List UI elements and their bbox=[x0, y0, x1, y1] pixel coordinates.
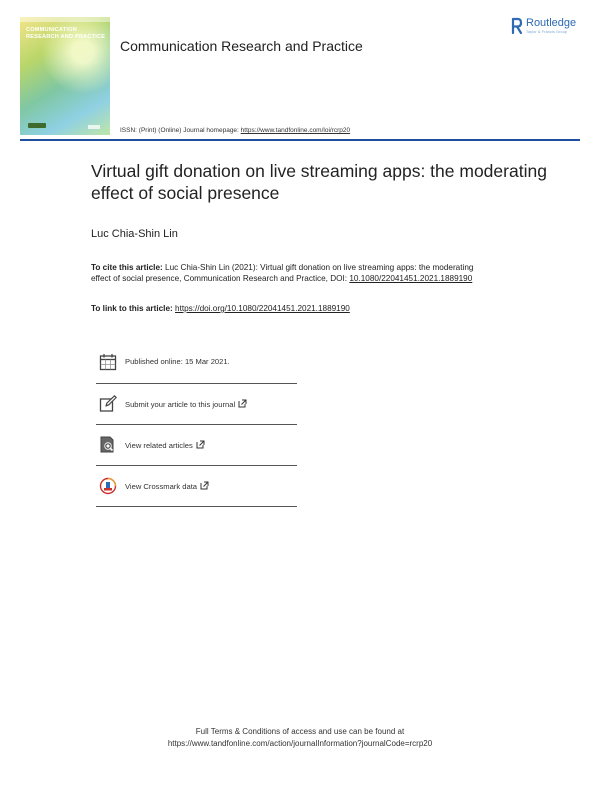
published-date-label: Published online: 15 Mar 2021. bbox=[125, 357, 230, 366]
article-title: Virtual gift donation on live streaming apps: the moderating effect of social presence bbox=[91, 161, 547, 203]
related-articles-icon bbox=[99, 436, 117, 454]
edit-icon bbox=[99, 395, 117, 413]
article-author: Luc Chia-Shin Lin bbox=[91, 228, 178, 240]
calendar-icon bbox=[99, 353, 117, 371]
action-divider bbox=[96, 506, 297, 507]
related-articles-label: View related articles bbox=[125, 440, 205, 450]
link-block bbox=[91, 304, 511, 313]
external-link-icon bbox=[196, 440, 205, 449]
cover-title: COMMUNICATION RESEARCH AND PRACTICE bbox=[26, 27, 106, 40]
issn-text: ISSN: (Print) (Online) Journal homepage: bbox=[120, 127, 241, 134]
footer-terms bbox=[0, 726, 600, 750]
external-link-icon bbox=[238, 399, 247, 408]
publisher-name: Routledge bbox=[526, 17, 577, 29]
citation-block bbox=[91, 263, 491, 284]
cover-publisher-logo bbox=[28, 123, 46, 128]
submit-article-label: Submit your article to this journal bbox=[125, 399, 247, 409]
publisher-tagline: Taylor & Francis Group bbox=[526, 30, 568, 34]
crossmark-label: View Crossmark data bbox=[125, 481, 209, 491]
footer-line-1: Full Terms & Conditions of access and use can be found at bbox=[195, 727, 405, 736]
journal-homepage-link[interactable]: https://www.tandfonline.com/loi/rcrp20 bbox=[240, 127, 351, 134]
link-label: To link to this article: bbox=[91, 304, 173, 313]
journal-title: Communication Research and Practice bbox=[120, 38, 363, 54]
published-date-row bbox=[96, 342, 297, 383]
cite-label: To cite this article: bbox=[91, 263, 163, 272]
article-link[interactable]: https://doi.org/10.1080/22041451.2021.1889190 bbox=[175, 304, 350, 313]
crossmark-link[interactable] bbox=[96, 466, 297, 507]
footer-line-2[interactable]: https://www.tandfonline.com/action/journalInformation?journalCode=rcrp20 bbox=[167, 739, 433, 748]
crossmark-icon bbox=[99, 477, 117, 495]
related-articles-link[interactable] bbox=[96, 425, 297, 466]
doi-link[interactable]: 10.1080/22041451.2021.1889190 bbox=[349, 273, 473, 283]
external-link-icon bbox=[200, 481, 209, 490]
header-divider bbox=[20, 139, 580, 141]
journal-cover-image bbox=[20, 17, 110, 135]
cover-publisher-tag bbox=[88, 125, 100, 129]
cite-text: Luc Chia-Shin Lin (2021): Virtual gift donation on live streaming apps: the moderating effect of social presence, Communication Research and Practice, DOI: bbox=[91, 263, 474, 283]
submit-article-link[interactable] bbox=[96, 384, 297, 425]
routledge-logo-icon bbox=[511, 17, 523, 35]
issn-line bbox=[120, 127, 350, 134]
